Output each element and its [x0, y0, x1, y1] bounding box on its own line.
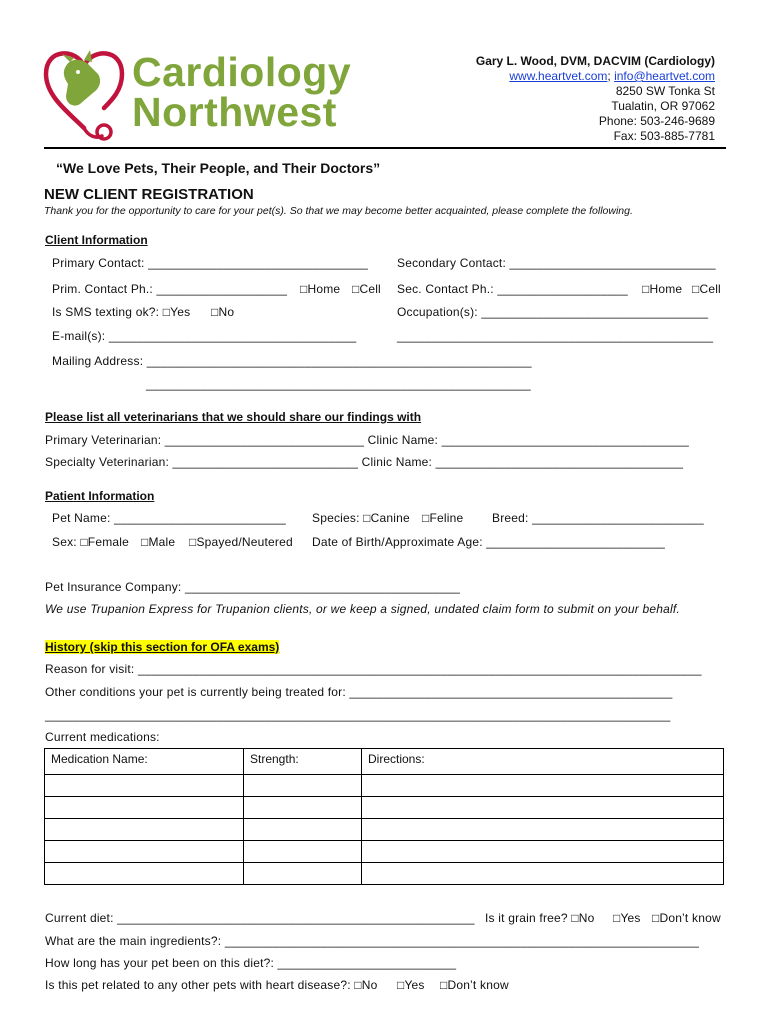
- directions-cell[interactable]: [362, 863, 724, 885]
- strength-header: Strength:: [244, 749, 362, 775]
- header-divider: [44, 147, 726, 149]
- grain-free-yes-checkbox[interactable]: □Yes: [613, 911, 641, 925]
- secondary-phone-field[interactable]: Sec. Contact Ph.: ___________________: [397, 282, 628, 296]
- brand-line-1: Cardiology: [132, 49, 352, 95]
- intro-text: Thank you for the opportunity to care for your pet(s). So that we may become better acquainted, please complete the following.: [44, 205, 633, 217]
- insurance-field[interactable]: Pet Insurance Company: ________________________________________: [45, 580, 460, 594]
- medications-table: [44, 748, 724, 885]
- email-field-line-2[interactable]: ______________________________________________: [397, 329, 714, 343]
- specialty-vet-field[interactable]: Specialty Veterinarian: ___________________________ Clinic Name: ____________________________________: [45, 455, 684, 469]
- link-separator: ;: [607, 69, 615, 83]
- brand-line-2: Northwest: [132, 89, 337, 135]
- spayed-neutered-checkbox[interactable]: □Spayed/Neutered: [189, 535, 293, 549]
- related-heart-disease-dont-know-checkbox[interactable]: □Don’t know: [440, 978, 509, 992]
- strength-cell[interactable]: [244, 841, 362, 863]
- related-heart-disease-no-checkbox[interactable]: Is this pet related to any other pets with heart disease?: □No: [45, 978, 378, 992]
- primary-vet-field[interactable]: Primary Veterinarian: _____________________________ Clinic Name: ____________________________________: [45, 433, 690, 447]
- slogan: “We Love Pets, Their People, and Their Doctors”: [56, 160, 381, 176]
- breed-field[interactable]: Breed: _________________________: [492, 511, 704, 525]
- date-of-birth-field[interactable]: Date of Birth/Approximate Age: __________________________: [312, 535, 666, 549]
- directions-header: Directions:: [362, 749, 724, 775]
- table-row: [45, 797, 724, 819]
- heart-stethoscope-logo-icon: [40, 44, 128, 142]
- email-link[interactable]: info@heartvet.com: [614, 69, 715, 83]
- strength-cell[interactable]: [244, 863, 362, 885]
- grain-free-dont-know-checkbox[interactable]: □Don’t know: [652, 911, 721, 925]
- table-row: [45, 775, 724, 797]
- grain-free-no-checkbox[interactable]: Is it grain free? □No: [485, 911, 595, 925]
- fax-number: Fax: 503-885-7781: [613, 129, 715, 143]
- secondary-phone-cell-checkbox[interactable]: □Cell: [692, 282, 721, 296]
- page-title: NEW CLIENT REGISTRATION: [44, 186, 254, 203]
- primary-phone-home-checkbox[interactable]: □Home: [300, 282, 341, 296]
- secondary-phone-home-checkbox[interactable]: □Home: [642, 282, 683, 296]
- other-conditions-line-2[interactable]: ___________________________________________________________________________________________: [45, 708, 671, 722]
- directions-cell[interactable]: [362, 797, 724, 819]
- doctor-name: Gary L. Wood, DVM, DACVIM (Cardiology): [475, 54, 715, 68]
- current-diet-field[interactable]: Current diet: ____________________________________________________: [45, 911, 475, 925]
- table-row: [45, 863, 724, 885]
- history-heading: History (skip this section for OFA exams): [45, 640, 280, 654]
- medication-name-cell[interactable]: [45, 863, 244, 885]
- directions-cell[interactable]: [362, 841, 724, 863]
- mailing-address-line-2[interactable]: ________________________________________________________: [146, 377, 531, 391]
- secondary-contact-field[interactable]: Secondary Contact: ______________________________: [397, 256, 716, 270]
- diet-duration-field[interactable]: How long has your pet been on this diet?: __________________________: [45, 956, 457, 970]
- vets-heading: Please list all veterinarians that we should share our findings with: [45, 410, 422, 424]
- strength-cell[interactable]: [244, 775, 362, 797]
- table-header-row: [45, 749, 724, 775]
- medication-name-cell[interactable]: [45, 819, 244, 841]
- primary-phone-cell-checkbox[interactable]: □Cell: [352, 282, 381, 296]
- strength-cell[interactable]: [244, 797, 362, 819]
- client-info-heading: Client Information: [45, 233, 148, 247]
- reason-for-visit-field[interactable]: Reason for visit: __________________________________________________________________________________: [45, 662, 702, 676]
- other-conditions-field[interactable]: Other conditions your pet is currently being treated for: _______________________________________________: [45, 685, 673, 699]
- contact-block: [476, 54, 715, 144]
- web-email-line: [476, 69, 715, 84]
- table-row: [45, 819, 724, 841]
- brand-name: [132, 49, 352, 135]
- email-field[interactable]: E-mail(s): ____________________________________: [52, 329, 357, 343]
- sex-male-checkbox[interactable]: □Male: [141, 535, 176, 549]
- mailing-address-field[interactable]: Mailing Address: ________________________________________________________: [52, 354, 532, 368]
- related-heart-disease-yes-checkbox[interactable]: □Yes: [397, 978, 425, 992]
- strength-cell[interactable]: [244, 819, 362, 841]
- species-canine-checkbox[interactable]: Species: □Canine: [312, 511, 410, 525]
- pet-name-field[interactable]: Pet Name: _________________________: [52, 511, 286, 525]
- current-medications-label: Current medications:: [45, 730, 160, 744]
- phone-number: Phone: 503-246-9689: [598, 114, 715, 128]
- primary-contact-field[interactable]: Primary Contact: ________________________________: [52, 256, 369, 270]
- primary-phone-field[interactable]: Prim. Contact Ph.: ___________________: [52, 282, 288, 296]
- address-line-1: 8250 SW Tonka St: [615, 84, 715, 98]
- website-link[interactable]: www.heartvet.com: [509, 69, 608, 83]
- table-row: [45, 841, 724, 863]
- medication-name-cell[interactable]: [45, 775, 244, 797]
- medication-name-cell[interactable]: [45, 841, 244, 863]
- medication-name-header: Medication Name:: [45, 749, 244, 775]
- sex-female-checkbox[interactable]: Sex: □Female: [52, 535, 130, 549]
- sms-no-checkbox[interactable]: □No: [211, 305, 235, 319]
- occupation-field[interactable]: Occupation(s): _________________________________: [397, 305, 709, 319]
- directions-cell[interactable]: [362, 819, 724, 841]
- address-line-2: Tualatin, OR 97062: [611, 99, 715, 113]
- main-ingredients-field[interactable]: What are the main ingredients?: _____________________________________________________________________: [45, 934, 700, 948]
- sms-yes-checkbox[interactable]: Is SMS texting ok?: □Yes: [52, 305, 191, 319]
- directions-cell[interactable]: [362, 775, 724, 797]
- trupanion-note: We use Trupanion Express for Trupanion clients, or we keep a signed, undated claim form to submit on your behalf.: [45, 602, 680, 616]
- medication-name-cell[interactable]: [45, 797, 244, 819]
- patient-info-heading: Patient Information: [45, 489, 155, 503]
- species-feline-checkbox[interactable]: □Feline: [422, 511, 464, 525]
